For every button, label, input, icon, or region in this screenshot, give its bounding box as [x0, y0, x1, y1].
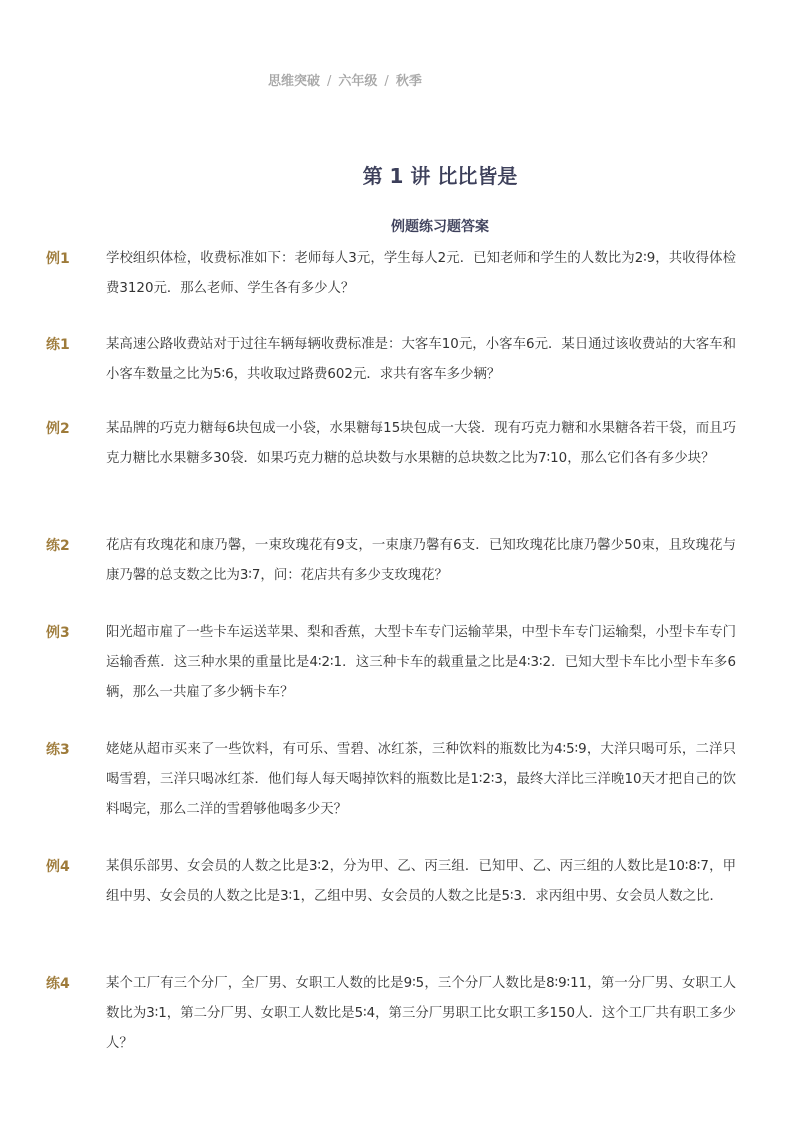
section-title: 例题练习题答案 [391, 219, 489, 235]
problem-label: 练2 [46, 538, 70, 554]
problem-label: 练4 [46, 976, 70, 992]
problem-label: 例3 [46, 625, 70, 641]
problem-practice-4 [46, 969, 736, 1059]
problem-label: 例1 [46, 251, 70, 267]
problem-example-1 [46, 244, 736, 304]
problem-practice-2 [46, 531, 736, 591]
problem-text: 某俱乐部男、女会员的人数之比是3∶2，分为甲、乙、丙三组．已知甲、乙、丙三组的人数比是10∶8∶7，甲组中男、女会员的人数之比是3∶1，乙组中男、女会员的人数之比是5∶3．求丙组中男、女会员人数之比． [106, 859, 736, 904]
lecture-title: 第 1 讲 比比皆是 [362, 164, 518, 188]
problem-label: 例4 [46, 859, 70, 875]
problem-label: 练1 [46, 337, 70, 353]
problem-label: 例2 [46, 421, 70, 437]
problem-text: 姥姥从超市买来了一些饮料，有可乐、雪碧、冰红茶，三种饮料的瓶数比为4∶5∶9，大洋只喝可乐，二洋只喝雪碧，三洋只喝冰红茶．他们每人每天喝掉饮料的瓶数比是1∶2∶3，最终大洋比三洋晚10天才把自己的饮料喝完，那么二洋的雪碧够他喝多少天？ [106, 742, 736, 817]
problem-practice-3 [46, 735, 736, 825]
breadcrumb-item-term: 秋季 [395, 74, 422, 89]
problem-example-4 [46, 852, 736, 912]
breadcrumb-item-subject: 思维突破 [268, 74, 321, 89]
problem-practice-1 [46, 330, 736, 390]
breadcrumb-item-grade: 六年级 [338, 74, 378, 89]
problem-example-2 [46, 414, 736, 474]
problem-text: 学校组织体检，收费标准如下：老师每人3元，学生每人2元．已知老师和学生的人数比为2∶9，共收得体检费3120元．那么老师、学生各有多少人？ [106, 251, 736, 296]
problem-text: 花店有玫瑰花和康乃馨，一束玫瑰花有9支，一束康乃馨有6支．已知玫瑰花比康乃馨少50束，且玫瑰花与康乃馨的总支数之比为3∶7，问：花店共有多少支玫瑰花？ [106, 538, 736, 583]
problem-text: 阳光超市雇了一些卡车运送苹果、梨和香蕉，大型卡车专门运输苹果，中型卡车专门运输梨，小型卡车专门运输香蕉．这三种水果的重量比是4∶2∶1．这三种卡车的载重量之比是4∶3∶2．已知大型卡车比小型卡车多6辆，那么一共雇了多少辆卡车？ [106, 625, 736, 700]
breadcrumb-separator: / [327, 74, 332, 89]
problem-text: 某个工厂有三个分厂，全厂男、女职工人数的比是9∶5，三个分厂人数比是8∶9∶11，第一分厂男、女职工人数比为3∶1，第二分厂男、女职工人数比是5∶4，第三分厂男职工比女职工多150人．这个工厂共有职工多少人？ [106, 976, 736, 1051]
breadcrumb-separator: / [384, 74, 389, 89]
breadcrumb [268, 70, 422, 89]
problem-example-3 [46, 618, 736, 708]
problem-text: 某品牌的巧克力糖每6块包成一小袋，水果糖每15块包成一大袋．现有巧克力糖和水果糖各若干袋，而且巧克力糖比水果糖多30袋．如果巧克力糖的总块数与水果糖的总块数之比为7∶10，那么它们各有多少块？ [106, 421, 736, 466]
problem-text: 某高速公路收费站对于过往车辆每辆收费标准是：大客车10元，小客车6元．某日通过该收费站的大客车和小客车数量之比为5∶6，共收取过路费602元．求共有客车多少辆？ [106, 337, 736, 382]
problem-label: 练3 [46, 742, 70, 758]
